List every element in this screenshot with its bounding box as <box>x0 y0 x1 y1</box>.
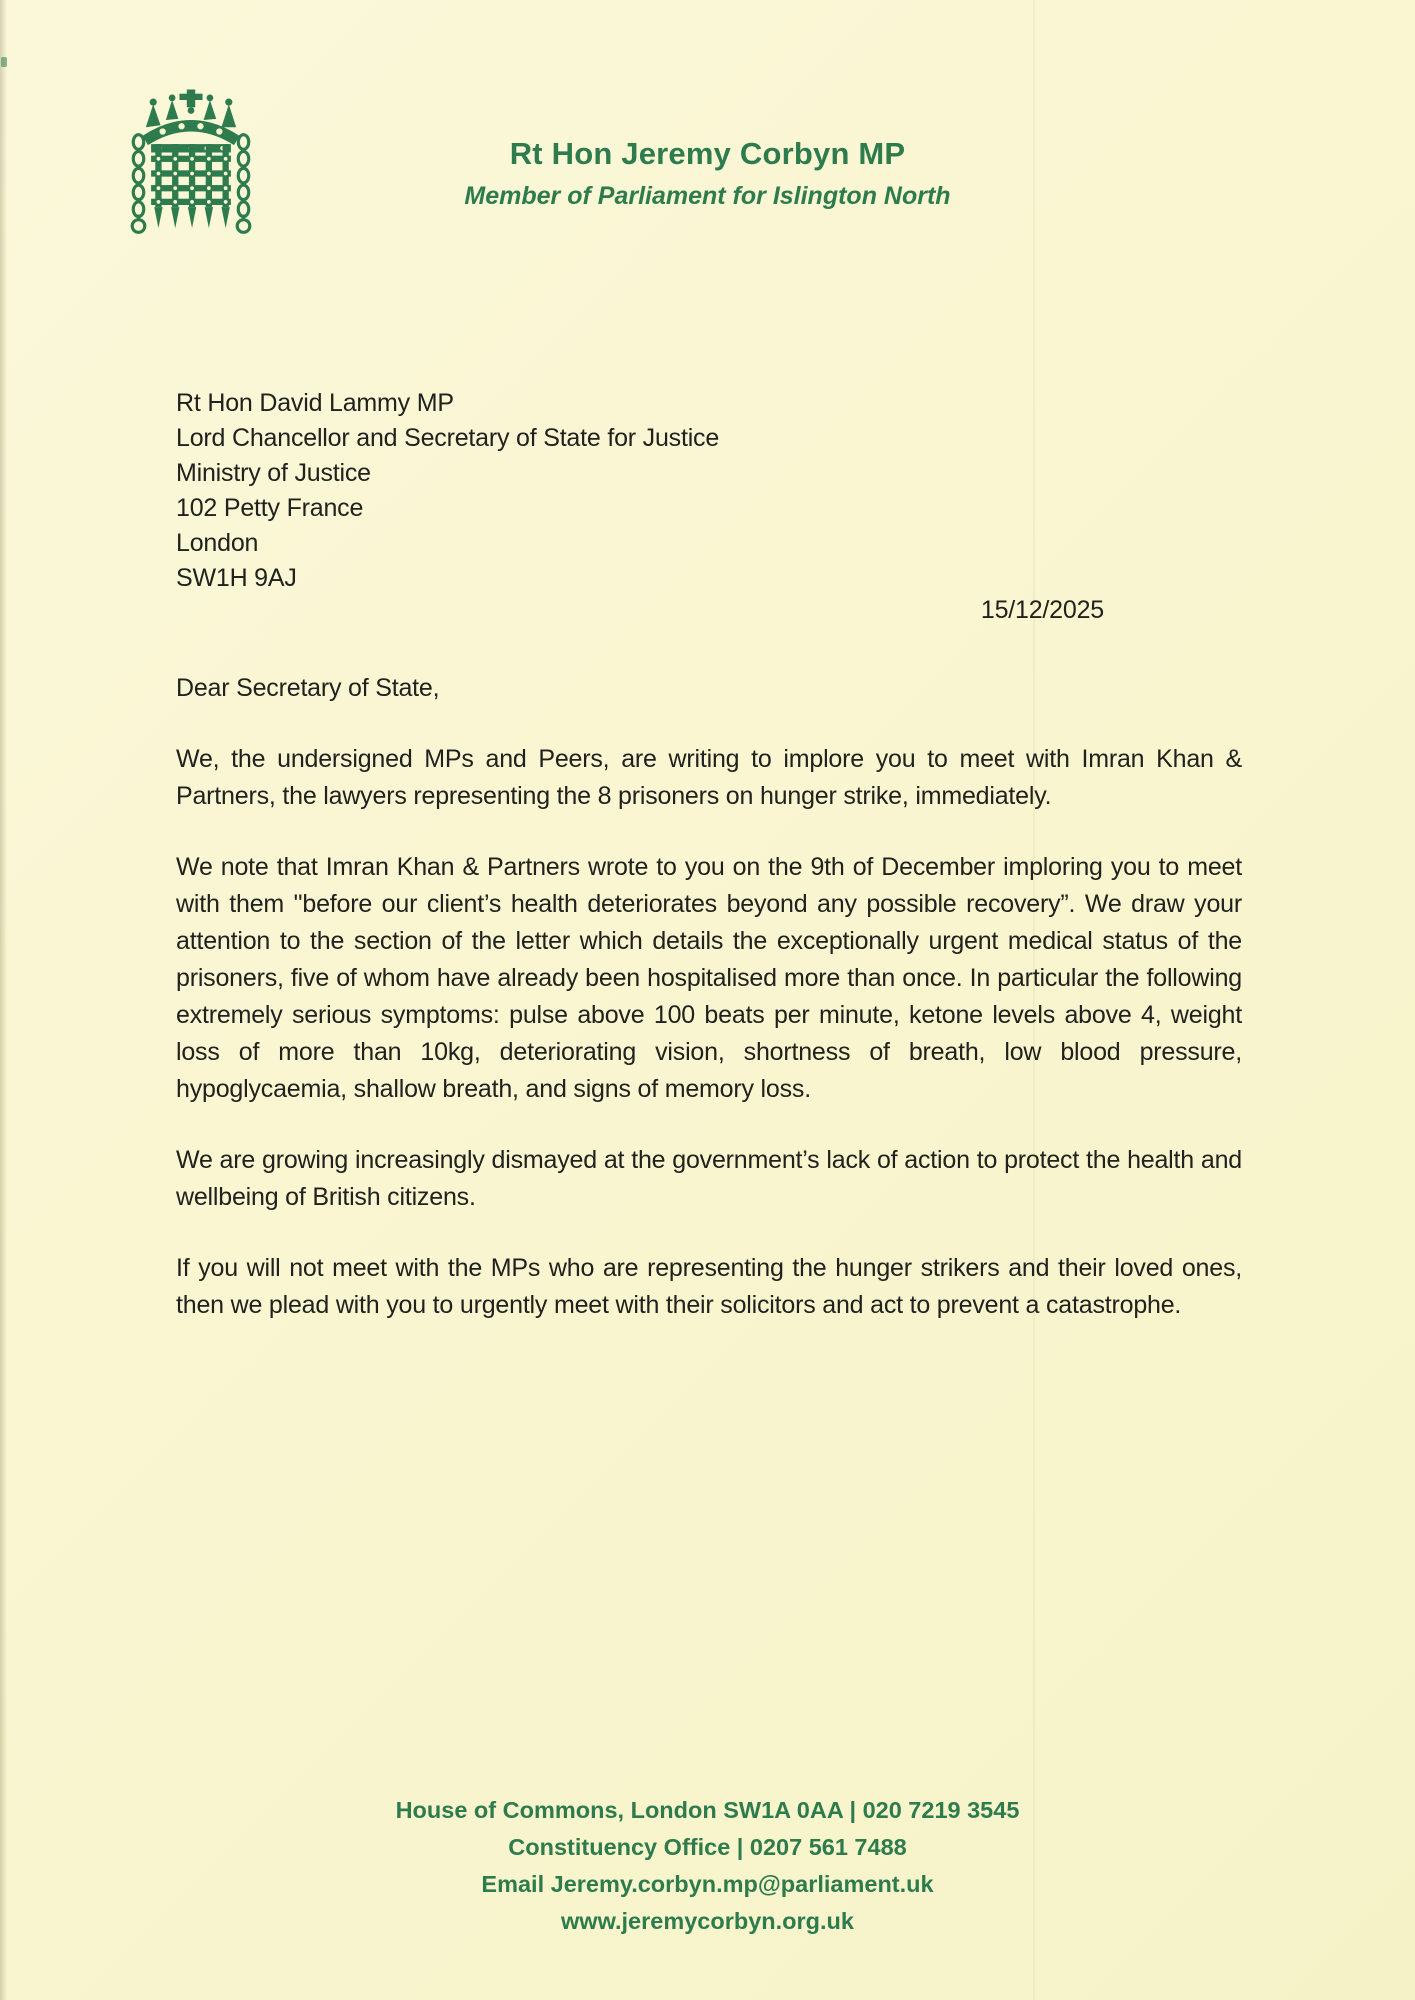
footer-email-line: Email Jeremy.corbyn.mp@parliament.uk <box>481 1871 934 1897</box>
recipient-address-block <box>176 386 719 596</box>
footer-constituency-office-line: Constituency Office | 0207 561 7488 <box>508 1834 907 1860</box>
letter-paragraph: We note that Imran Khan & Partners wrote to you on the 9th of December imploring you to meet with them "before our client’s health deteriorates beyond any possible recovery”. We draw your attention to the section of the letter which details the exceptionally urgent medical status of the prisoners, five of whom have already been hospitalised more than once. In particular the following extremely serious symptoms: pulse above 100 beats per minute, ketone levels above 4, weight loss of more than 10kg, deteriorating vision, shortness of breath, low blood pressure, hypoglycaemia, shallow breath, and signs of memory loss. <box>176 853 1242 1103</box>
letterhead-subtitle: Member of Parliament for Islington North <box>464 182 951 210</box>
footer-commons-address-line: House of Commons, London SW1A 0AA | 020 7219 3545 <box>395 1797 1020 1823</box>
scan-ink-speck <box>1 57 7 67</box>
recipient-title-line: Lord Chancellor and Secretary of State for Justice <box>176 424 720 452</box>
recipient-department-line: Ministry of Justice <box>176 459 371 487</box>
footer-contact-block <box>0 1792 1415 1940</box>
letter-date: 15/12/2025 <box>980 596 1104 624</box>
letter-paragraph: If you will not meet with the MPs who are representing the hunger strikers and their loved ones, then we plead with you to urgently meet with their solicitors and act to prevent a catastrophe. <box>176 1254 1242 1319</box>
letter-paragraph: We, the undersigned MPs and Peers, are writing to implore you to meet with Imran Khan & Partners, the lawyers representing the 8 prisoners on hunger strike, immediately. <box>176 745 1242 810</box>
letter-paragraph: We are growing increasingly dismayed at the government’s lack of action to protect the health and wellbeing of British citizens. <box>176 1146 1242 1211</box>
recipient-postcode-line: SW1H 9AJ <box>176 564 297 592</box>
letterhead-title: Rt Hon Jeremy Corbyn MP <box>509 136 906 171</box>
scan-edge-shadow <box>0 0 7 2000</box>
letterhead <box>0 136 1415 211</box>
salutation: Dear Secretary of State, <box>176 674 440 702</box>
footer-website-line: www.jeremycorbyn.org.uk <box>561 1908 854 1934</box>
recipient-city-line: London <box>176 529 259 557</box>
letter-body <box>176 670 1242 1358</box>
recipient-name-line: Rt Hon David Lammy MP <box>176 389 454 417</box>
recipient-street-line: 102 Petty France <box>176 494 364 522</box>
